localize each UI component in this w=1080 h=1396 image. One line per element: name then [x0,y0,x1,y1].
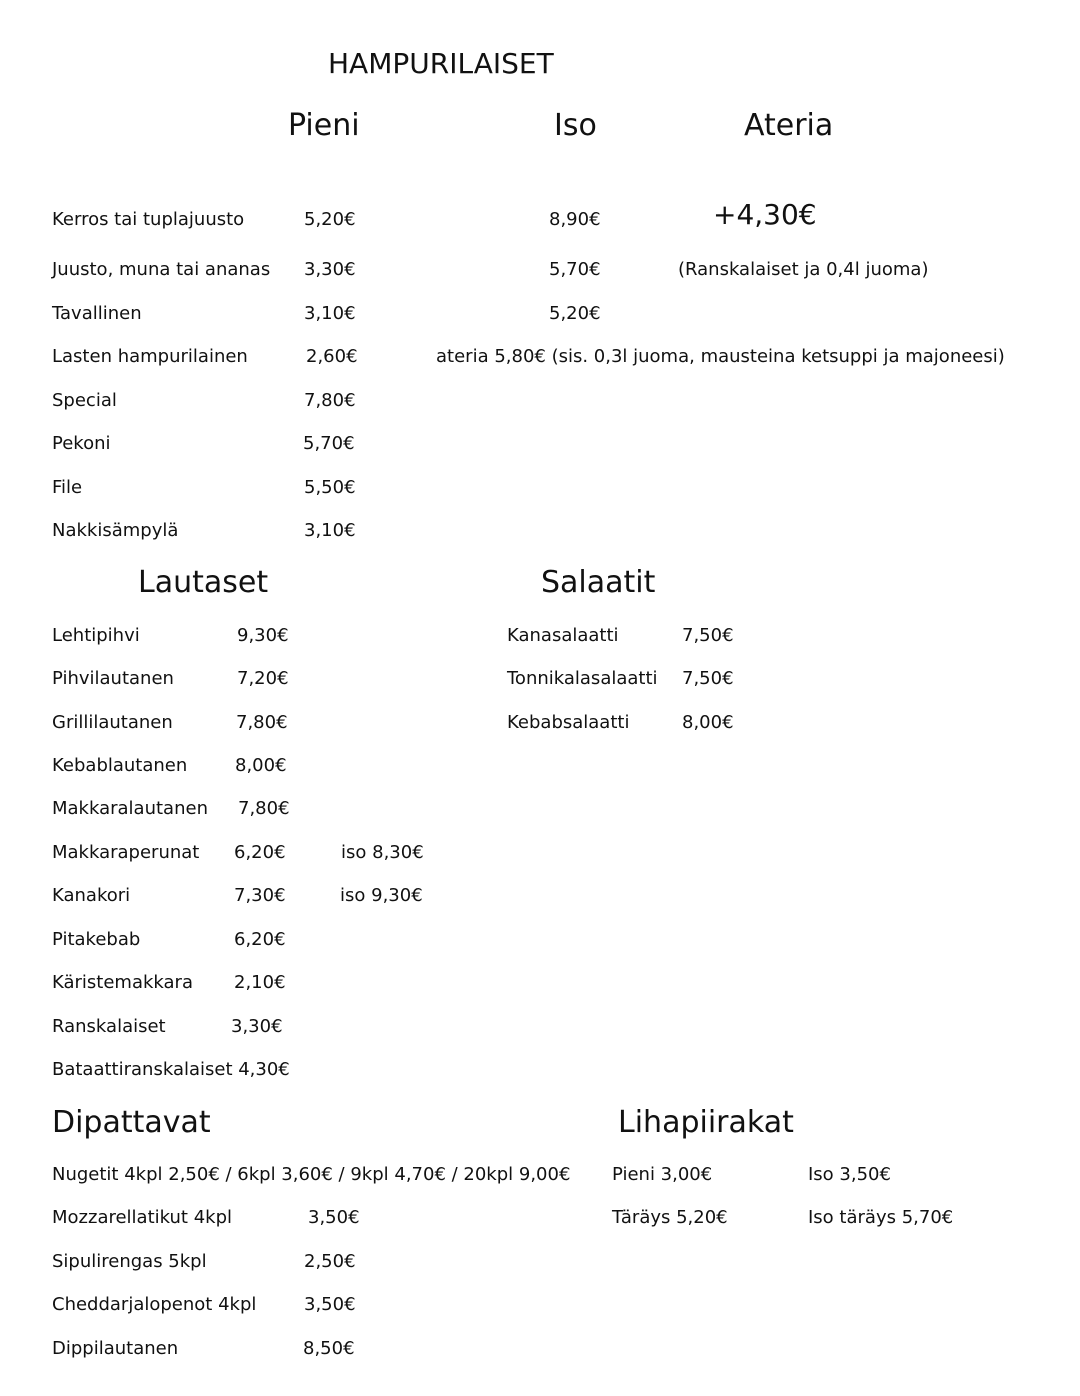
salad-price: 7,50€ [682,625,734,646]
burger-price-small: 5,20€ [304,209,356,230]
burger-price-small: 5,50€ [304,477,356,498]
dip-price: 2,50€ [304,1251,356,1272]
plate-price: 7,80€ [238,798,290,819]
burger-name: Special [52,390,117,411]
plate-name: Ranskalaiset [52,1016,166,1037]
dip-name: Dippilautanen [52,1338,179,1359]
salad-name: Tonnikalasalaatti [507,668,658,689]
burger-name: Kerros tai tuplajuusto [52,209,245,230]
burger-price-small: 3,10€ [304,520,356,541]
plate-price: 9,30€ [237,625,289,646]
plate-name: Makkaraperunat [52,842,200,863]
meal-price: +4,30€ [713,198,817,231]
plate-price: 3,30€ [231,1016,283,1037]
burger-name: File [52,477,83,498]
salad-price: 7,50€ [682,668,734,689]
burger-name: Pekoni [52,433,111,454]
dip-name: Mozzarellatikut 4kpl [52,1207,232,1228]
plate-price: 7,20€ [237,668,289,689]
plates-heading: Lautaset [138,565,269,600]
meal-note: (Ranskalaiset ja 0,4l juoma) [678,259,929,280]
burger-price-small: 3,10€ [304,303,356,324]
dips-heading: Dipattavat [52,1105,211,1140]
burger-price-small: 2,60€ [306,346,358,367]
plate-price-large: iso 9,30€ [340,885,423,906]
plate-name: Makkaralautanen [52,798,208,819]
burger-price-large: 5,70€ [549,259,601,280]
dip-price: 3,50€ [304,1294,356,1315]
plate-price: 8,00€ [235,755,287,776]
sweet-potato-fries: Bataattiranskalaiset 4,30€ [52,1059,290,1080]
salad-name: Kanasalaatti [507,625,619,646]
plate-name: Pihvilautanen [52,668,174,689]
column-header-large: Iso [554,108,597,143]
meat-pie-item: Iso 3,50€ [808,1164,891,1185]
column-header-small: Pieni [288,108,360,143]
plate-price: 6,20€ [234,929,286,950]
plate-name: Kanakori [52,885,131,906]
nuggets-line: Nugetit 4kpl 2,50€ / 6kpl 3,60€ / 9kpl 4,70€ / 20kpl 9,00€ [52,1164,571,1185]
meat-pie-item: Pieni 3,00€ [612,1164,713,1185]
dip-name: Cheddarjalopenot 4kpl [52,1294,257,1315]
burger-price-small: 7,80€ [304,390,356,411]
salads-heading: Salaatit [541,565,656,600]
burger-name: Lasten hampurilainen [52,346,248,367]
dip-price: 3,50€ [308,1207,360,1228]
plate-name: Käristemakkara [52,972,193,993]
plate-name: Kebablautanen [52,755,188,776]
burger-name: Nakkisämpylä [52,520,179,541]
plate-price-large: iso 8,30€ [341,842,424,863]
plate-name: Lehtipihvi [52,625,140,646]
page-title: HAMPURILAISET [328,47,554,80]
plate-name: Grillilautanen [52,712,173,733]
salad-name: Kebabsalaatti [507,712,630,733]
plate-price: 7,80€ [236,712,288,733]
burger-price-small: 3,30€ [304,259,356,280]
burger-price-large: 8,90€ [549,209,601,230]
burger-price-large: 5,20€ [549,303,601,324]
salad-price: 8,00€ [682,712,734,733]
meat-pies-heading: Lihapiirakat [618,1105,794,1140]
meat-pie-item: Täräys 5,20€ [612,1207,728,1228]
column-header-meal: Ateria [744,108,834,143]
kids-meal-note: ateria 5,80€ (sis. 0,3l juoma, mausteina ketsuppi ja majoneesi) [436,346,1005,367]
plate-price: 6,20€ [234,842,286,863]
dip-price: 8,50€ [303,1338,355,1359]
burger-name: Juusto, muna tai ananas [52,259,271,280]
burger-name: Tavallinen [52,303,142,324]
burger-price-small: 5,70€ [303,433,355,454]
dip-name: Sipulirengas 5kpl [52,1251,207,1272]
meat-pie-item: Iso täräys 5,70€ [808,1207,954,1228]
plate-name: Pitakebab [52,929,141,950]
plate-price: 7,30€ [234,885,286,906]
plate-price: 2,10€ [234,972,286,993]
